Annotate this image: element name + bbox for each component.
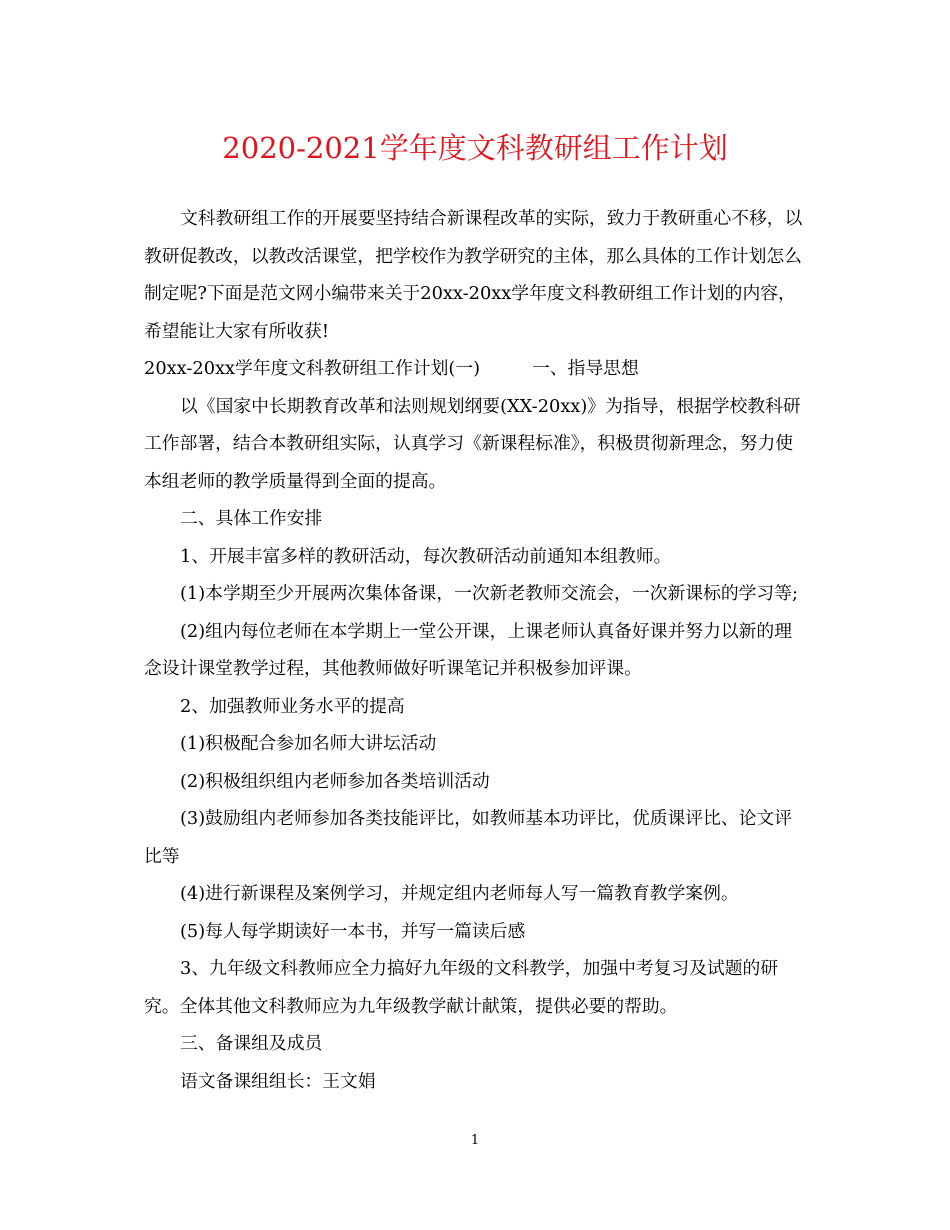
list-item: (1)积极配合参加名师大讲坛活动: [180, 733, 437, 754]
list-item: (3)鼓励组内老师参加各类技能评比，如教师基本功评比，优质课评比、论文评比等: [144, 808, 792, 867]
list-item: (1)本学期至少开展两次集体备课，一次新老教师交流会，一次新课标的学习等;: [180, 583, 798, 604]
list-item: (2)组内每位老师在本学期上一堂公开课，上课老师认真备好课并努力以新的理念设计课堂教学过程，其他教师做好听课笔记并积极参加评课。: [144, 620, 792, 679]
list-item: (2)积极组织组内老师参加各类培训活动: [180, 770, 490, 792]
page-number: 1: [470, 1133, 480, 1148]
subheading-line: [144, 350, 806, 388]
list-item: (5)每人每学期读好一本书，并写一篇读后感: [180, 920, 526, 942]
list-item: 2、加强教师业务水平的提高: [180, 695, 405, 717]
paragraph-intro: 文科教研组工作的开展要坚持结合新课程改革的实际，致力于教研重心不移，以教研促教改，以教改活课堂，把学校作为教学研究的主体，那么具体的工作计划怎么制定呢?下面是范文网小编带来关于20xx-20xx学年度文科教研组工作计划的内容，希望能让大家有所收获!: [144, 208, 803, 342]
section-heading-lesson-groups: 三、备课组及成员: [180, 1033, 323, 1054]
plan-subheading: 20xx-20xx学年度文科教研组工作计划(一): [144, 358, 481, 379]
document-body: [144, 200, 806, 1100]
section-heading-work-arrangement: 二、具体工作安排: [180, 508, 323, 529]
paragraph-guiding-thought: 以《国家中长期教育改革和法则规划纲要(XX-20xx)》为指导，根据学校教科研工作部署，结合本教研组实际，认真学习《新课程标准》，积极贯彻新理念，努力使本组老师的教学质量得到全面的提高。: [144, 395, 801, 492]
list-item: 3、九年级文科教师应全力搞好九年级的文科教学，加强中考复习及试题的研究。全体其他文科教师应为九年级教学献计献策，提供必要的帮助。: [144, 958, 779, 1017]
section-heading-guiding-thought: 一、指导思想: [532, 358, 639, 379]
list-item: (4)进行新课程及案例学习，并规定组内老师每人写一篇教育教学案例。: [180, 883, 739, 904]
list-item: 1、开展丰富多样的教研活动，每次教研活动前通知本组教师。: [180, 545, 672, 567]
group-leader-line: 语文备课组组长：王文娟: [180, 1070, 376, 1092]
document-title: 2020-2021学年度文科教研组工作计划: [222, 131, 728, 165]
